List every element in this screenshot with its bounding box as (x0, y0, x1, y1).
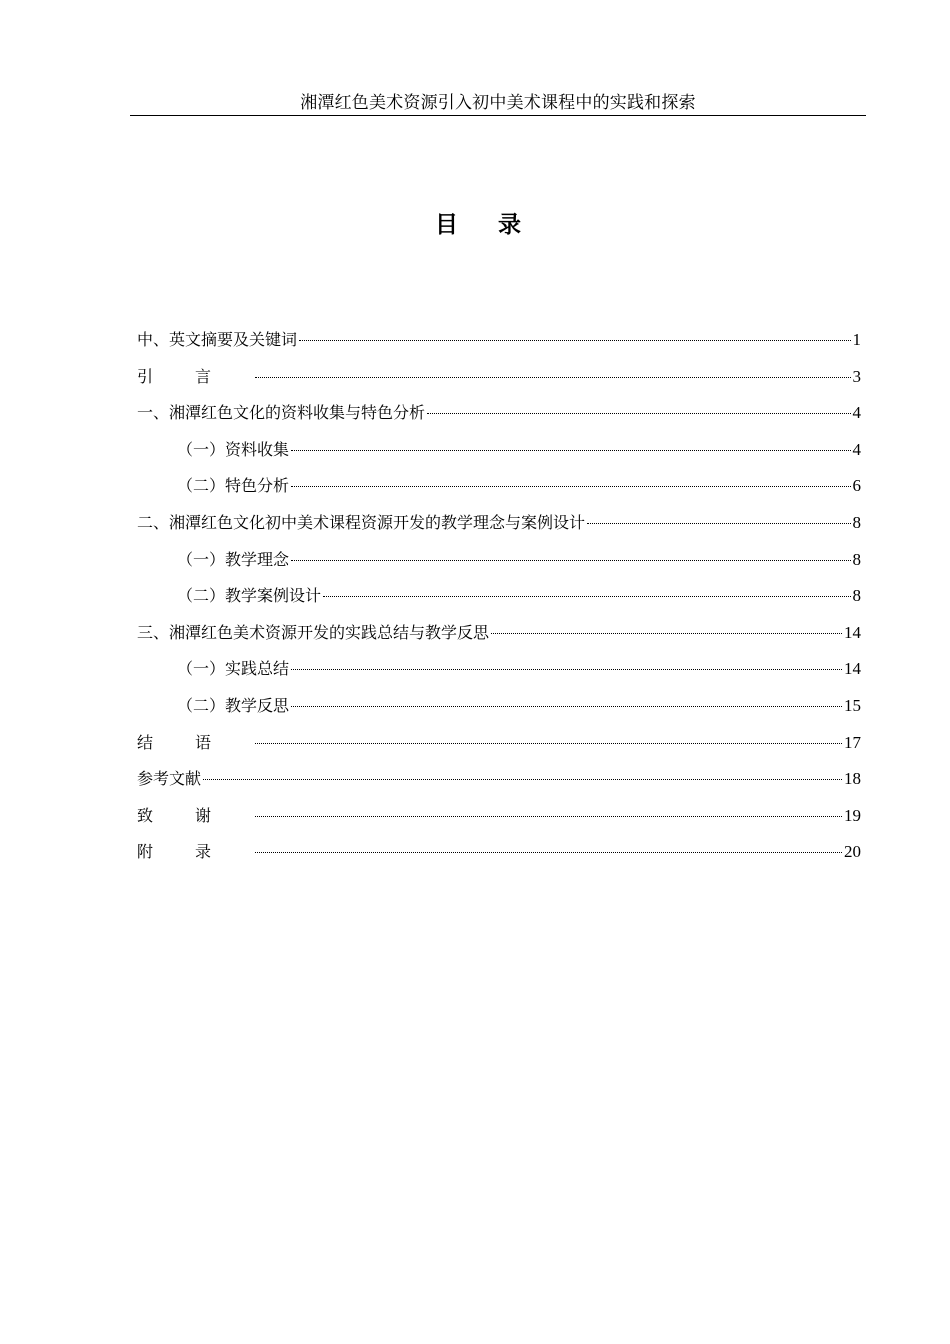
toc-entry-page: 4 (852, 403, 861, 423)
toc-entry-label: （一）实践总结 (177, 659, 290, 679)
toc-entry[interactable] (137, 327, 861, 364)
toc-entry-page: 14 (844, 622, 861, 642)
toc-entry-page: 4 (852, 439, 861, 459)
header-rule (130, 115, 866, 116)
toc-entry-label: 致谢 (137, 805, 254, 825)
toc-entry-label: 一、湘潭红色文化的资料收集与特色分析 (137, 403, 426, 423)
toc-dot-leader (291, 669, 842, 670)
toc-entry-label: （一）资料收集 (177, 439, 290, 459)
toc-entry-page: 14 (844, 659, 861, 679)
toc-entry-page: 19 (844, 805, 861, 825)
toc-entry[interactable] (137, 583, 861, 620)
toc-entry-label: （二）教学反思 (177, 695, 290, 715)
toc-dot-leader (291, 486, 850, 487)
toc-entry-page: 20 (844, 842, 861, 862)
toc-dot-leader (291, 560, 850, 561)
toc-entry[interactable] (137, 510, 861, 547)
toc-dot-leader (299, 340, 850, 341)
toc-entry[interactable] (137, 473, 861, 510)
toc-entry[interactable] (137, 766, 861, 803)
toc-entry-label: 参考文献 (137, 769, 202, 789)
toc-entry-page: 6 (852, 476, 861, 496)
toc-dot-leader (587, 523, 850, 524)
toc-entry[interactable] (137, 400, 861, 437)
toc-dot-leader (491, 633, 842, 634)
toc-entry[interactable] (137, 839, 861, 876)
toc-entry-page: 15 (844, 695, 861, 715)
toc-entry[interactable] (137, 693, 861, 730)
toc-entry-label: （二）教学案例设计 (177, 586, 322, 606)
toc-entry-label: 二、湘潭红色文化初中美术课程资源开发的教学理念与案例设计 (137, 512, 586, 532)
toc-dot-leader (255, 377, 850, 378)
toc-dot-leader (203, 779, 842, 780)
toc-entry-label: （二）特色分析 (177, 476, 290, 496)
toc-entry-label: 引言 (137, 366, 254, 386)
toc-entry[interactable] (137, 803, 861, 840)
toc-entry[interactable] (137, 656, 861, 693)
toc-entry-label: 三、湘潭红色美术资源开发的实践总结与教学反思 (137, 622, 490, 642)
toc-list (137, 327, 861, 876)
toc-entry[interactable] (137, 437, 861, 474)
toc-entry-label: （一）教学理念 (177, 549, 290, 569)
toc-dot-leader (255, 852, 842, 853)
toc-entry-page: 8 (852, 586, 861, 606)
toc-entry[interactable] (137, 730, 861, 767)
toc-entry-page: 18 (844, 769, 861, 789)
toc-dot-leader (291, 706, 842, 707)
toc-entry-page: 3 (852, 366, 861, 386)
running-header-title: 湘潭红色美术资源引入初中美术课程中的实践和探索 (300, 93, 696, 113)
toc-entry-label: 附录 (137, 842, 254, 862)
toc-dot-leader (323, 596, 850, 597)
toc-entry[interactable] (137, 620, 861, 657)
toc-entry-page: 8 (852, 549, 861, 569)
toc-entry-label: 中、英文摘要及关键词 (137, 330, 298, 349)
toc-entry[interactable] (137, 547, 861, 584)
toc-dot-leader (255, 743, 842, 744)
toc-entry-page: 8 (852, 512, 861, 532)
toc-entry-label: 结语 (137, 732, 254, 752)
toc-dot-leader (291, 450, 850, 451)
toc-dot-leader (255, 816, 842, 817)
toc-dot-leader (427, 413, 850, 414)
toc-entry-page: 1 (852, 330, 861, 349)
toc-entry[interactable] (137, 364, 861, 401)
toc-title: 目录 (435, 211, 561, 238)
toc-entry-page: 17 (844, 732, 861, 752)
